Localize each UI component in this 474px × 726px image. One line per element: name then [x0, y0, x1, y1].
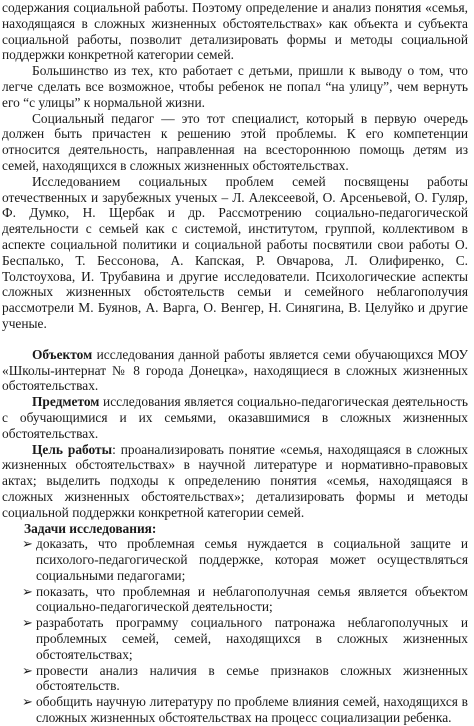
list-item	[2, 615, 468, 662]
object-text: исследования данной работы является семи обучающихся МОУ «Школы-интернат № 8 города Донецка», находящиеся в сложных жизненных обстоятельствах.	[2, 346, 468, 394]
list-item-text: доказать, что проблемная семья нуждается в социальной защите и психолого-педагогической поддержке, которая может осуществляться социальными педагогами;	[36, 536, 468, 583]
paragraph-prevention: Большинство из тех, кто работает с детьми, пришли к выводу о том, что легче сделать все возможное, чтобы ребенок не попал “на улицу”, чем вернуть его “с улицы” к нормальной жизни.	[2, 63, 468, 110]
paragraph-subject	[2, 394, 468, 441]
paragraph-goal	[2, 442, 468, 521]
arrow-bullet-icon: ➢	[22, 615, 33, 631]
arrow-bullet-icon: ➢	[22, 662, 33, 678]
list-item	[2, 663, 468, 695]
goal-text: : проанализировать понятие «семья, находящаяся в сложных жизненных обстоятельствах» в научной литературе и нормативно-правовых актах; выделить подходы к определению понятия «семья, находящаяся в сложных жизненных обстоятельствах»; детализировать формы и методы социальной поддержки конкретной категории семей.	[2, 441, 468, 520]
object-label: Объектом	[32, 346, 93, 362]
list-item	[2, 584, 468, 616]
paragraph-intro: содержания социальной работы. Поэтому определение и анализ понятия «семья, находящаяся в сложных жизненных обстоятельствах» как объекта и субъекта социальной работы, позволит детализировать формы и методы социальной поддержки конкретной категории семей.	[2, 0, 468, 63]
paragraph-object	[2, 347, 468, 394]
list-item-text: обобщить научную литературу по проблеме влияния семей, находящихся в сложных жизненных обстоятельствах на процесс социализации ребенка.	[36, 694, 468, 726]
arrow-bullet-icon: ➢	[22, 583, 33, 599]
arrow-bullet-icon: ➢	[22, 536, 33, 552]
subject-label: Предметом	[32, 394, 100, 410]
list-item-text: провести анализ наличия в семье признаков сложных жизненных обстоятельств.	[36, 662, 468, 694]
list-item	[2, 536, 468, 583]
paragraph-researchers: Исследованием социальных проблем семей посвящены работы отечественных и зарубежных ученых – Л. Алексеевой, О. Арсеньевой, О. Гуляр, Ф. Думко, Н. Щербак и др. Рассмотрению социально-педагогической деятельности с семьей как с системой, институтом, группой, коллективом в аспекте социальной политики и социальной работы посвятили свои работы О. Беспалько, Т. Бессонова, А. Капская, Р. Овчарова, Л. Олифиренко, С. Толстоухова, И. Трубавина и другие исследователи. Психологические аспекты сложных жизненных обстоятельств семьи и семейного неблагополучия рассмотрели М. Буянов, А. Варга, О. Венгер, Н. Синягина, В. Целуйко и другие ученые.	[2, 173, 468, 331]
paragraph-social-pedagogue: Социальный педагог — это тот специалист, который в первую очередь должен быть причастен к решению этой проблемы. К его компетенции относится деятельность, направленная на всестороннюю помощь детям из семей, находящихся в сложных жизненных обстоятельствах.	[2, 110, 468, 173]
arrow-bullet-icon: ➢	[22, 694, 33, 710]
subject-text: исследования является социально-педагогическая деятельность с обучающимися и их семьями, оказавшимися в сложных жизненных обстоятельствах.	[2, 394, 468, 441]
tasks-list	[2, 536, 468, 726]
list-item-text: разработать программу социального патронажа неблагополучных и проблемных семей, семей, находящихся в сложных жизненных обстоятельствах;	[36, 615, 468, 662]
tasks-heading: Задачи исследования:	[24, 520, 157, 536]
list-item	[2, 694, 468, 726]
list-item-text: показать, что проблемная и неблагополучная семья является объектом социально-педагогической деятельности;	[36, 583, 468, 615]
goal-label: Цель работы	[32, 441, 113, 457]
paragraph-gap	[2, 332, 468, 347]
